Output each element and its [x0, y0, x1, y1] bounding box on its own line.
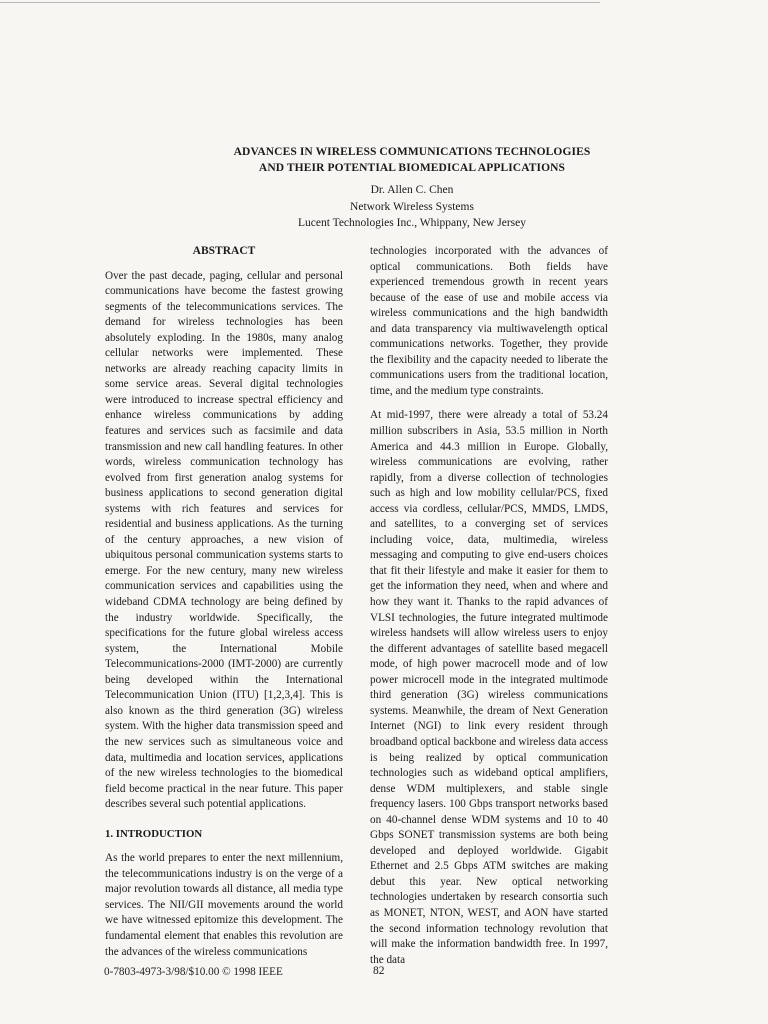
left-column: [105, 244, 343, 960]
title-line-1: ADVANCES IN WIRELESS COMMUNICATIONS TECHNOLOGIES: [233, 146, 591, 158]
right-paragraph-2: At mid-1997, there were already a total of 53.24 million subscribers in Asia, 53.5 million in North America and 44.3 million in Europe. Globally, wireless communications are evolving, rather rapidly, from a diverse collection of technologies such as high and low mobility cellular/PCS, fixed access via cordless, cellular/PCS, MMDS, LMDS, and satellites, to a converging set of services including voice, data, multimedia, wireless messaging and computing to give end-users choices that fit their lifestyle and make it easier for them to get the information they need, when and where and how they want it. Thanks to the rapid advances of VLSI technologies, the future integrated multimode wireless handsets will allow wireless users to enjoy the different advantages of satellite based megacell mode, of high power macrocell mode and of low power microcell mode in the integrated multimode third generation (3G) wireless communications systems. Meanwhile, the dream of Next Generation Internet (NGI) to link every resident through broadband optical backbone and wireless data access is being realized by optical communication technologies such as wideband optical amplifiers, dense WDM multiplexers, and stable single frequency lasers. 100 Gbps transport networks based on 40-channel dense WDM systems and 10 to 40 Gbps SONET transmission systems are both being developed and deployed worldwide. Gigabit Ethernet and 2.5 Gbps ATM switches are making debut this year. New optical networking technologies undertaken by research consortia such as MONET, NTON, WEST, and AON have started the second information technology revolution that will make the information bandwidth free. In 1997, the data: [370, 409, 608, 966]
copyright-notice: 0-7803-4973-3/98/$10.00 © 1998 IEEE: [104, 966, 283, 978]
title-line-2: AND THEIR POTENTIAL BIOMEDICAL APPLICATIONS: [258, 162, 566, 174]
paper-title: [0, 144, 768, 176]
introduction-heading: 1. INTRODUCTION: [105, 827, 203, 840]
right-column: [370, 244, 608, 968]
abstract-heading: ABSTRACT: [192, 245, 256, 257]
author-block: [0, 182, 768, 232]
right-paragraph-1: technologies incorporated with the advances of optical communications. Both fields have experienced tremendous growth in recent years because of the ease of use and mobile access via wireless communications and the high bandwidth and data transparency via multiwavelength optical communications networks. Together, they provide the flexibility and the capacity needed to liberate the communications users from the traditional location, time, and the medium type constraints.: [370, 245, 608, 397]
introduction-text: As the world prepares to enter the next millennium, the telecommunications industry is on the verge of a major revolution towards all distance, all media type services. The NII/GII movements around the world we have witnessed epitomize this development. The fundamental element that enables this revolution are the advances of the wireless communications: [105, 852, 343, 958]
abstract-text: Over the past decade, paging, cellular and personal communications have become the fastest growing segments of the telecommunications services. The demand for wireless technologies has been absolutely exploding. In the 1980s, many analog cellular networks were implemented. These networks are already reaching capacity limits in some service areas. Several digital technologies were introduced to increase spectral efficiency and enhance wireless communications by adding features and services such as facsimile and data transmission and new call handling features. In other words, wireless communication technology has evolved from first generation analog systems for business applications to second generation digital systems with rich features and services for residential and business applications. As the turning of the century approaches, a new vision of ubiquitous personal communication systems starts to emerge. For the new century, many new wireless communication services and capabilities using the wideband CDMA technology are being defined by the industry worldwide. Specifically, the specifications for the future global wireless access system, the International Mobile Telecommunications-2000 (IMT-2000) are currently being developed within the International Telecommunication Union (ITU) [1,2,3,4]. This is also known as the third generation (3G) wireless system. With the higher data transmission speed and the new services such as simultaneous voice and data, multimedia and location services, applications of the new wireless technologies to the biomedical field become practical in the near future. This paper describes several such potential applications.: [105, 269, 343, 811]
author-name: Dr. Allen C. Chen: [370, 184, 454, 196]
author-department: Network Wireless Systems: [350, 200, 474, 213]
page-number: 82: [373, 965, 385, 977]
author-affiliation: Lucent Technologies Inc., Whippany, New Jersey: [298, 217, 526, 229]
top-rule: [0, 2, 600, 3]
